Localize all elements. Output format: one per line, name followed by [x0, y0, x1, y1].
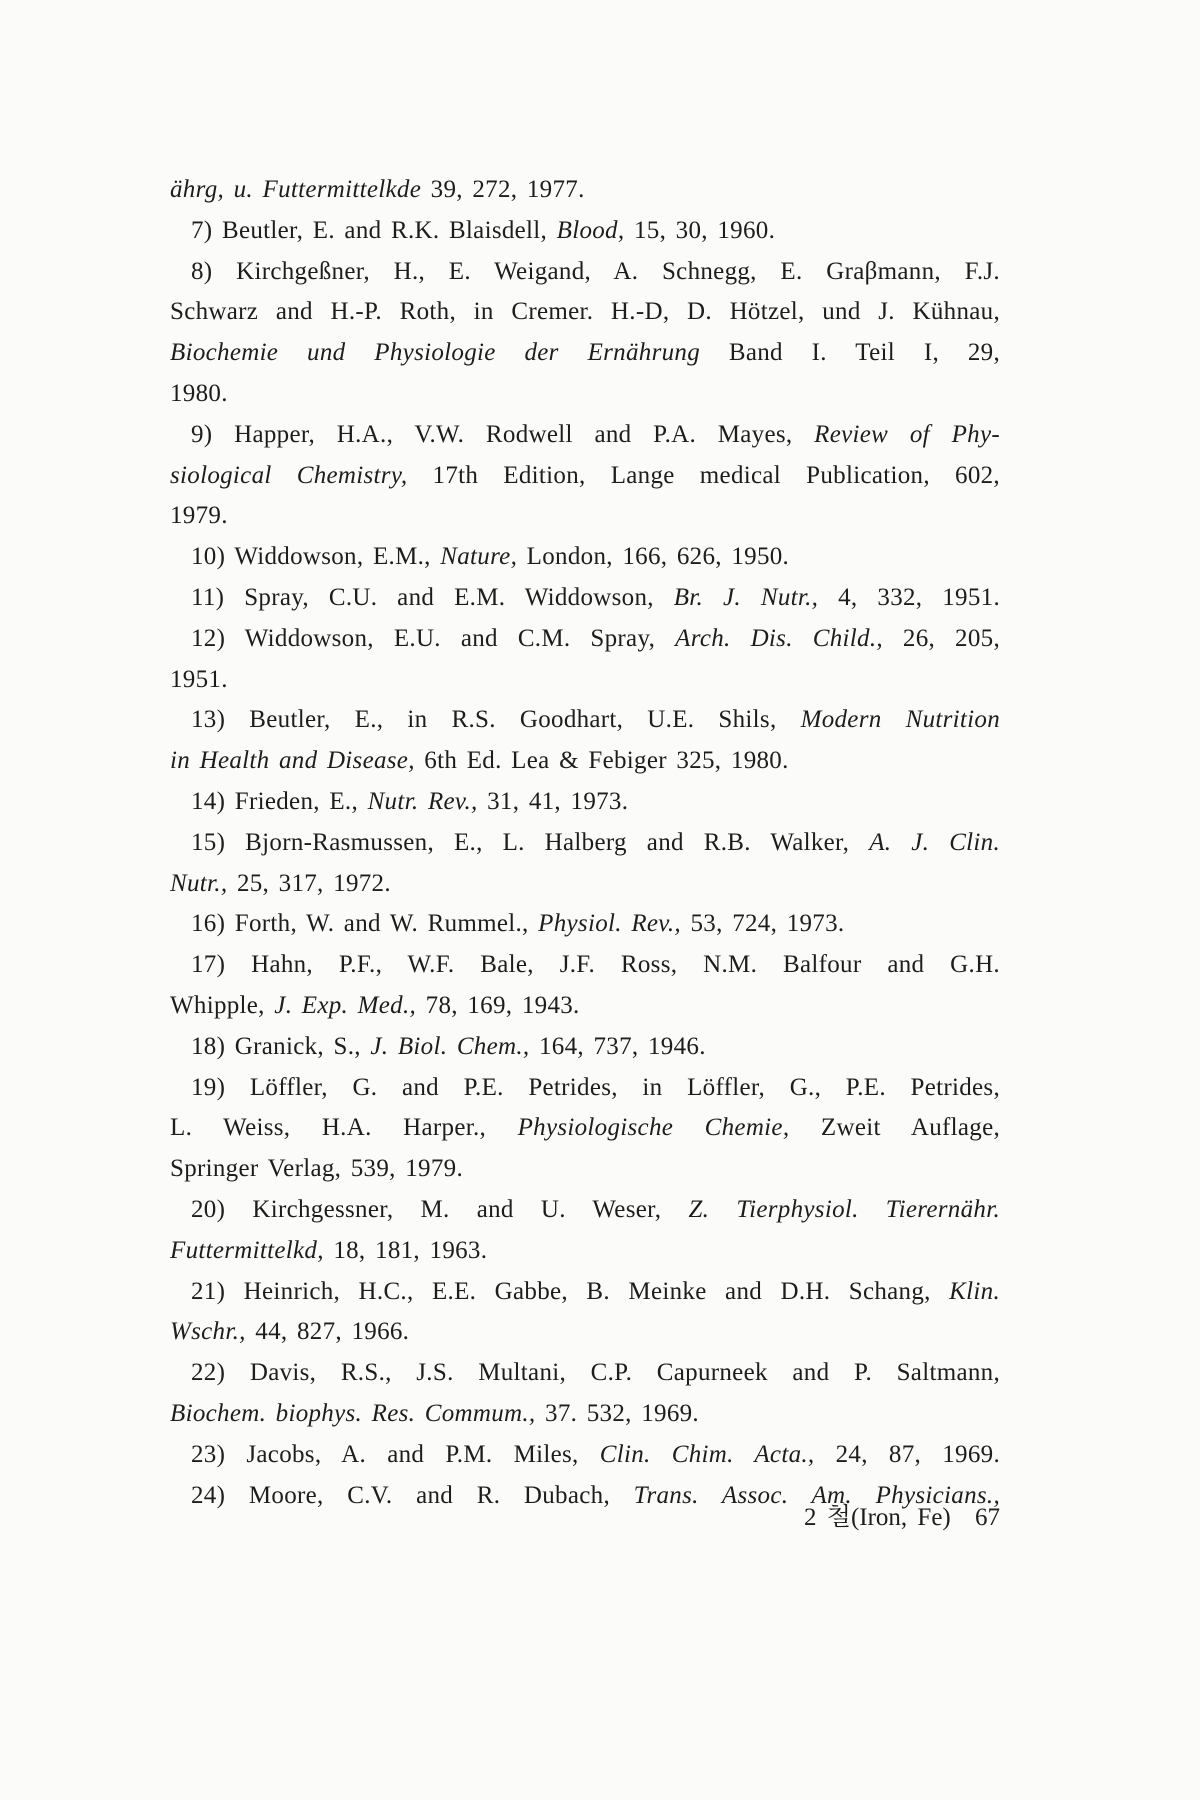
reference-line [170, 1231, 1000, 1272]
running-chapter-title: 2 철(Iron, Fe) [804, 1504, 951, 1531]
reference-text: 15, 30, 1960. [624, 216, 776, 244]
reference-text: 14) Frieden, E., [191, 787, 368, 815]
reference-italic-text: Br. J. Nutr., [673, 583, 819, 611]
reference-italic-text: Modern Nutrition [800, 706, 1000, 734]
reference-text: 25, 317, 1972. [227, 869, 391, 897]
reference-text: 53, 724, 1973. [680, 910, 845, 938]
reference-text: Schwarz and H.-P. Roth, in Cremer. H.-D, D. Hötzel, und J. Kühnau, [170, 298, 1000, 326]
reference-line [170, 864, 1000, 905]
reference-text: 31, 41, 1973. [477, 787, 629, 815]
reference-text: 19) Löffler, G. and P.E. Petrides, in Löffler, G., P.E. Petrides, [191, 1073, 1000, 1101]
reference-italic-text: J. Biol. Chem., [370, 1032, 530, 1060]
reference-text: 24) Moore, C.V. and R. Dubach, [191, 1481, 634, 1509]
reference-italic-text: Review of Phy- [814, 420, 1000, 448]
reference-line [170, 782, 1000, 823]
reference-italic-text: Clin. Chim. Acta., [599, 1440, 815, 1468]
reference-italic-text: Klin. [949, 1277, 1000, 1305]
reference-text: 10) Widdowson, E.M., [191, 543, 441, 571]
reference-italic-text: Nature, [440, 543, 518, 571]
reference-line [170, 211, 1000, 252]
reference-text: 23) Jacobs, A. and P.M. Miles, [191, 1440, 600, 1468]
reference-line [170, 496, 1000, 537]
reference-line [170, 1394, 1000, 1435]
reference-text: Springer Verlag, 539, 1979. [170, 1155, 463, 1183]
reference-italic-text: Blood, [556, 216, 625, 244]
reference-line [170, 945, 1000, 986]
page-number: 67 [975, 1504, 1000, 1531]
reference-italic-text: in Health and Disease, [170, 747, 415, 775]
reference-line [170, 1435, 1000, 1476]
reference-text: 12) Widdowson, E.U. and C.M. Spray, [191, 624, 676, 652]
reference-italic-text: Z. Tierphysiol. Tierernähr. [688, 1195, 1000, 1223]
reference-text: 20) Kirchgessner, M. and U. Weser, [191, 1195, 689, 1223]
reference-italic-text: Nutr., [170, 869, 228, 897]
reference-text: L. Weiss, H.A. Harper., [170, 1114, 518, 1142]
reference-line [170, 1312, 1000, 1353]
page-footer [170, 1497, 1000, 1533]
reference-text: 4, 332, 1951. [818, 583, 1000, 611]
reference-text: 164, 737, 1946. [529, 1032, 706, 1060]
reference-line [170, 986, 1000, 1027]
reference-line [170, 823, 1000, 864]
reference-line [170, 456, 1000, 497]
reference-line [170, 252, 1000, 293]
reference-text: 18) Granick, S., [191, 1032, 371, 1060]
reference-text: 16) Forth, W. and W. Rummel., [191, 910, 539, 938]
reference-line [170, 904, 1000, 945]
reference-italic-text: Futtermittelkd, [170, 1236, 324, 1264]
reference-italic-text: Biochem. biophys. Res. Commum., [170, 1399, 536, 1427]
reference-text: Whipple, [170, 991, 275, 1019]
reference-text: Zweit Auflage, [789, 1114, 1001, 1142]
reference-italic-text: Physiol. Rev., [538, 910, 681, 938]
reference-italic-text: Arch. Dis. Child., [675, 624, 883, 652]
reference-text: 22) Davis, R.S., J.S. Multani, C.P. Capurneek and P. Saltmann, [191, 1359, 1000, 1387]
reference-text: London, 166, 626, 1950. [517, 543, 790, 571]
reference-italic-text: J. Exp. Med., [274, 991, 417, 1019]
reference-text: 1980. [170, 379, 228, 407]
reference-line [170, 292, 1000, 333]
reference-text: Band I. Teil I, 29, [700, 339, 1000, 367]
reference-text: 8) Kirchgeßner, H., E. Weigand, A. Schnegg, E. Graβmann, F.J. [191, 257, 1000, 285]
reference-line [170, 741, 1000, 782]
reference-line [170, 1353, 1000, 1394]
reference-text: 9) Happer, H.A., V.W. Rodwell and P.A. Mayes, [191, 420, 815, 448]
reference-italic-text: Biochemie und Physiologie der Ernährung [170, 339, 700, 367]
reference-text: 37. 532, 1969. [535, 1399, 699, 1427]
reference-text: 26, 205, [882, 624, 1000, 652]
reference-line [170, 578, 1000, 619]
reference-text: 15) Bjorn-Rasmussen, E., L. Halberg and R.B. Walker, [191, 828, 870, 856]
reference-line [170, 700, 1000, 741]
reference-text: 78, 169, 1943. [416, 991, 580, 1019]
reference-text: 18, 181, 1963. [323, 1236, 488, 1264]
reference-text: 1979. [170, 502, 228, 530]
reference-line [170, 1272, 1000, 1313]
reference-italic-text: Wschr., [170, 1318, 246, 1346]
reference-text: 7) Beutler, E. and R.K. Blaisdell, [191, 216, 557, 244]
reference-line [170, 537, 1000, 578]
reference-line [170, 1190, 1000, 1231]
reference-text: 6th Ed. Lea & Febiger 325, 1980. [414, 747, 789, 775]
reference-italic-text: siological Chemistry, [170, 461, 408, 489]
reference-italic-text: Trans. Assoc. Am. Physicians., [633, 1481, 1000, 1509]
reference-line [170, 170, 1000, 211]
reference-line [170, 415, 1000, 456]
reference-line [170, 1068, 1000, 1109]
reference-text: 11) Spray, C.U. and E.M. Widdowson, [191, 583, 674, 611]
reference-text: 1951. [170, 665, 228, 693]
reference-line [170, 619, 1000, 660]
reference-line [170, 374, 1000, 415]
reference-text: 21) Heinrich, H.C., E.E. Gabbe, B. Meinke and D.H. Schang, [191, 1277, 950, 1305]
reference-text: 13) Beutler, E., in R.S. Goodhart, U.E. Shils, [191, 706, 801, 734]
reference-text: 17th Edition, Lange medical Publication, 602, [407, 461, 1000, 489]
reference-line [170, 333, 1000, 374]
reference-italic-text: ährg, u. Futtermittelkde [170, 176, 422, 203]
reference-text: 17) Hahn, P.F., W.F. Bale, J.F. Ross, N.M. Balfour and G.H. [191, 951, 1000, 979]
reference-text: 24, 87, 1969. [814, 1440, 1000, 1468]
reference-line [170, 1027, 1000, 1068]
reference-italic-text: Nutr. Rev., [367, 787, 478, 815]
reference-italic-text: Physiologische Chemie, [517, 1114, 790, 1142]
reference-line [170, 660, 1000, 701]
reference-italic-text: A. J. Clin. [869, 828, 1001, 856]
reference-text: 44, 827, 1966. [245, 1318, 410, 1346]
reference-line [170, 1108, 1000, 1149]
reference-line [170, 1149, 1000, 1190]
reference-text: 39, 272, 1977. [421, 176, 585, 203]
references-list [170, 170, 1000, 1516]
